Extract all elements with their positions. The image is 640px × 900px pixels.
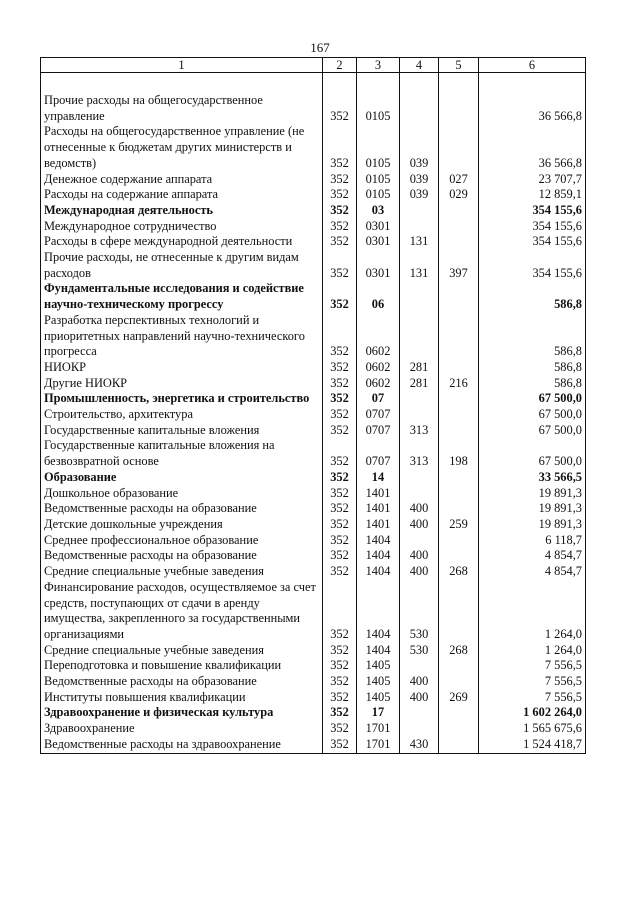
expense-type-code [439,313,479,360]
table-row [41,564,586,580]
target-code [400,281,439,312]
target-code [400,219,439,235]
expense-type-code: 268 [439,564,479,580]
section-code: 1404 [357,533,400,549]
table-row [41,470,586,486]
section-code: 0301 [357,219,400,235]
amount: 19 891,3 [479,501,586,517]
ministry-code: 352 [323,564,357,580]
section-code: 1401 [357,486,400,502]
amount: 1 602 264,0 [479,705,586,721]
expense-name: Прочие расходы, не отнесенные к другим видам расходов [41,250,323,281]
amount: 19 891,3 [479,517,586,533]
table-row [41,219,586,235]
expense-name: Дошкольное образование [41,486,323,502]
section-code: 06 [357,281,400,312]
expense-type-code [439,674,479,690]
target-code: 430 [400,737,439,753]
section-code: 1405 [357,658,400,674]
expense-name: Ведомственные расходы на образование [41,674,323,690]
expense-type-code: 268 [439,643,479,659]
table-row [41,407,586,423]
expense-type-code: 397 [439,250,479,281]
section-code: 0602 [357,360,400,376]
amount: 7 556,5 [479,674,586,690]
table-row [41,281,586,312]
expense-type-code [439,548,479,564]
expense-type-code [439,533,479,549]
ministry-code: 352 [323,721,357,737]
expense-type-code [439,360,479,376]
table-body [41,73,586,754]
table-row [41,250,586,281]
section-code: 0105 [357,93,400,124]
amount: 354 155,6 [479,203,586,219]
expense-type-code: 269 [439,690,479,706]
ministry-code: 352 [323,250,357,281]
ministry-code: 352 [323,533,357,549]
amount: 19 891,3 [479,486,586,502]
col-header-4: 4 [400,58,439,73]
table-row [41,486,586,502]
amount: 7 556,5 [479,658,586,674]
target-code [400,705,439,721]
target-code: 039 [400,187,439,203]
ministry-code: 352 [323,658,357,674]
amount: 354 155,6 [479,250,586,281]
ministry-code: 352 [323,705,357,721]
expense-type-code [439,391,479,407]
expense-name: Государственные капитальные вложения на безвозвратной основе [41,438,323,469]
table-row [41,187,586,203]
expense-name: Ведомственные расходы на образование [41,548,323,564]
expense-type-code [439,580,479,643]
target-code: 313 [400,423,439,439]
target-code: 400 [400,674,439,690]
amount: 1 565 675,6 [479,721,586,737]
ministry-code: 352 [323,203,357,219]
ministry-code: 352 [323,234,357,250]
amount: 67 500,0 [479,423,586,439]
target-code [400,721,439,737]
col-header-2: 2 [323,58,357,73]
ministry-code: 352 [323,423,357,439]
ministry-code: 352 [323,93,357,124]
target-code: 400 [400,501,439,517]
expense-type-code: 216 [439,376,479,392]
section-code: 14 [357,470,400,486]
table-row [41,705,586,721]
expense-name: Фундаментальные исследования и содействие научно-техническому прогрессу [41,281,323,312]
section-code: 1404 [357,643,400,659]
target-code [400,407,439,423]
table-row [41,533,586,549]
table-row [41,203,586,219]
target-code: 281 [400,376,439,392]
section-code: 0301 [357,250,400,281]
table-row [41,737,586,753]
page-number: 167 [310,40,330,55]
expense-type-code [439,93,479,124]
section-code: 07 [357,391,400,407]
target-code: 313 [400,438,439,469]
section-code: 1404 [357,548,400,564]
amount: 6 118,7 [479,533,586,549]
amount: 1 524 418,7 [479,737,586,753]
ministry-code: 352 [323,376,357,392]
expense-type-code [439,470,479,486]
amount: 67 500,0 [479,407,586,423]
ministry-code: 352 [323,548,357,564]
header-row [41,58,586,73]
amount: 36 566,8 [479,124,586,171]
expense-name: Расходы на общегосударственное управление (не отнесенные к бюджетам других министерств и ведомств) [41,124,323,171]
col-header-5: 5 [439,58,479,73]
ministry-code: 352 [323,172,357,188]
target-code: 530 [400,580,439,643]
expense-type-code: 198 [439,438,479,469]
expense-type-code [439,721,479,737]
expense-type-code [439,407,479,423]
ministry-code: 352 [323,501,357,517]
table-row [41,376,586,392]
target-code: 039 [400,172,439,188]
section-code: 0602 [357,313,400,360]
amount: 586,8 [479,281,586,312]
expense-type-code: 029 [439,187,479,203]
target-code: 281 [400,360,439,376]
target-code [400,391,439,407]
amount: 7 556,5 [479,690,586,706]
expense-type-code [439,737,479,753]
table-row [41,438,586,469]
table-row [41,391,586,407]
expense-name: Средние специальные учебные заведения [41,564,323,580]
ministry-code: 352 [323,391,357,407]
target-code: 131 [400,250,439,281]
section-code: 0602 [357,376,400,392]
amount: 1 264,0 [479,643,586,659]
ministry-code: 352 [323,737,357,753]
target-code [400,470,439,486]
table-row [41,234,586,250]
table-row [41,643,586,659]
expense-name: Ведомственные расходы на образование [41,501,323,517]
section-code: 1404 [357,564,400,580]
expense-type-code [439,219,479,235]
col-header-1: 1 [41,58,323,73]
amount: 12 859,1 [479,187,586,203]
expense-type-code [439,486,479,502]
target-code: 131 [400,234,439,250]
ministry-code: 352 [323,486,357,502]
section-code: 0707 [357,423,400,439]
amount: 36 566,8 [479,93,586,124]
table-row [41,548,586,564]
amount: 354 155,6 [479,234,586,250]
target-code [400,533,439,549]
section-code: 03 [357,203,400,219]
amount: 67 500,0 [479,438,586,469]
target-code [400,313,439,360]
expense-type-code: 027 [439,172,479,188]
expense-name: Образование [41,470,323,486]
target-code [400,486,439,502]
target-code [400,203,439,219]
expense-name: Другие НИОКР [41,376,323,392]
section-code: 0105 [357,124,400,171]
section-code: 1405 [357,674,400,690]
ministry-code: 352 [323,580,357,643]
ministry-code: 352 [323,438,357,469]
expense-name: НИОКР [41,360,323,376]
section-code: 0707 [357,438,400,469]
target-code: 400 [400,548,439,564]
amount: 67 500,0 [479,391,586,407]
expense-type-code [439,281,479,312]
section-code: 1405 [357,690,400,706]
amount: 33 566,5 [479,470,586,486]
table-row [41,360,586,376]
expense-name: Финансирование расходов, осуществляемое за счет средств, поступающих от сдачи в аренду имущества, закрепленного за государственными организациями [41,580,323,643]
expense-type-code: 259 [439,517,479,533]
col-header-6: 6 [479,58,586,73]
target-code [400,93,439,124]
ministry-code: 352 [323,407,357,423]
ministry-code: 352 [323,219,357,235]
amount: 354 155,6 [479,219,586,235]
section-code: 1701 [357,721,400,737]
section-code: 1404 [357,580,400,643]
expense-name: Детские дошкольные учреждения [41,517,323,533]
expense-type-code [439,203,479,219]
amount: 4 854,7 [479,564,586,580]
ministry-code: 352 [323,187,357,203]
expense-name: Международное сотрудничество [41,219,323,235]
budget-table [40,57,586,754]
expense-type-code [439,234,479,250]
amount: 1 264,0 [479,580,586,643]
expense-name: Международная деятельность [41,203,323,219]
expense-type-code [439,658,479,674]
expense-type-code [439,501,479,517]
target-code: 400 [400,564,439,580]
target-code: 039 [400,124,439,171]
section-code: 0707 [357,407,400,423]
ministry-code: 352 [323,281,357,312]
expense-name: Институты повышения квалификации [41,690,323,706]
target-code [400,658,439,674]
section-code: 1401 [357,517,400,533]
expense-name: Промышленность, энергетика и строительство [41,391,323,407]
ministry-code: 352 [323,360,357,376]
target-code: 400 [400,690,439,706]
table-row [41,313,586,360]
col-header-3: 3 [357,58,400,73]
table-row [41,93,586,124]
target-code: 530 [400,643,439,659]
expense-type-code [439,705,479,721]
table-row [41,517,586,533]
ministry-code: 352 [323,643,357,659]
expense-name: Среднее профессиональное образование [41,533,323,549]
table-row [41,423,586,439]
ministry-code: 352 [323,313,357,360]
table-row [41,674,586,690]
table-row [41,658,586,674]
expense-type-code [439,124,479,171]
expense-name: Средние специальные учебные заведения [41,643,323,659]
expense-name: Расходы в сфере международной деятельности [41,234,323,250]
ministry-code: 352 [323,124,357,171]
table-row [41,690,586,706]
expense-type-code [439,423,479,439]
expense-name: Здравоохранение и физическая культура [41,705,323,721]
section-code: 1401 [357,501,400,517]
amount: 586,8 [479,360,586,376]
ministry-code: 352 [323,690,357,706]
ministry-code: 352 [323,674,357,690]
section-code: 0105 [357,187,400,203]
expense-name: Ведомственные расходы на здравоохранение [41,737,323,753]
amount: 23 707,7 [479,172,586,188]
expense-name: Переподготовка и повышение квалификации [41,658,323,674]
ministry-code: 352 [323,470,357,486]
table-row [41,501,586,517]
section-code: 1701 [357,737,400,753]
target-code: 400 [400,517,439,533]
expense-name: Разработка перспективных технологий и приоритетных направлений научно-технического прогресса [41,313,323,360]
amount: 586,8 [479,376,586,392]
table-row [41,580,586,643]
amount: 586,8 [479,313,586,360]
expense-name: Строительство, архитектура [41,407,323,423]
expense-name: Прочие расходы на общегосударственное управление [41,93,323,124]
table-row [41,172,586,188]
expense-name: Здравоохранение [41,721,323,737]
ministry-code: 352 [323,517,357,533]
expense-name: Государственные капитальные вложения [41,423,323,439]
section-code: 17 [357,705,400,721]
expense-name: Денежное содержание аппарата [41,172,323,188]
spacer-row [41,73,586,94]
amount: 4 854,7 [479,548,586,564]
expense-name: Расходы на содержание аппарата [41,187,323,203]
section-code: 0105 [357,172,400,188]
table-row [41,721,586,737]
section-code: 0301 [357,234,400,250]
table-row [41,124,586,171]
